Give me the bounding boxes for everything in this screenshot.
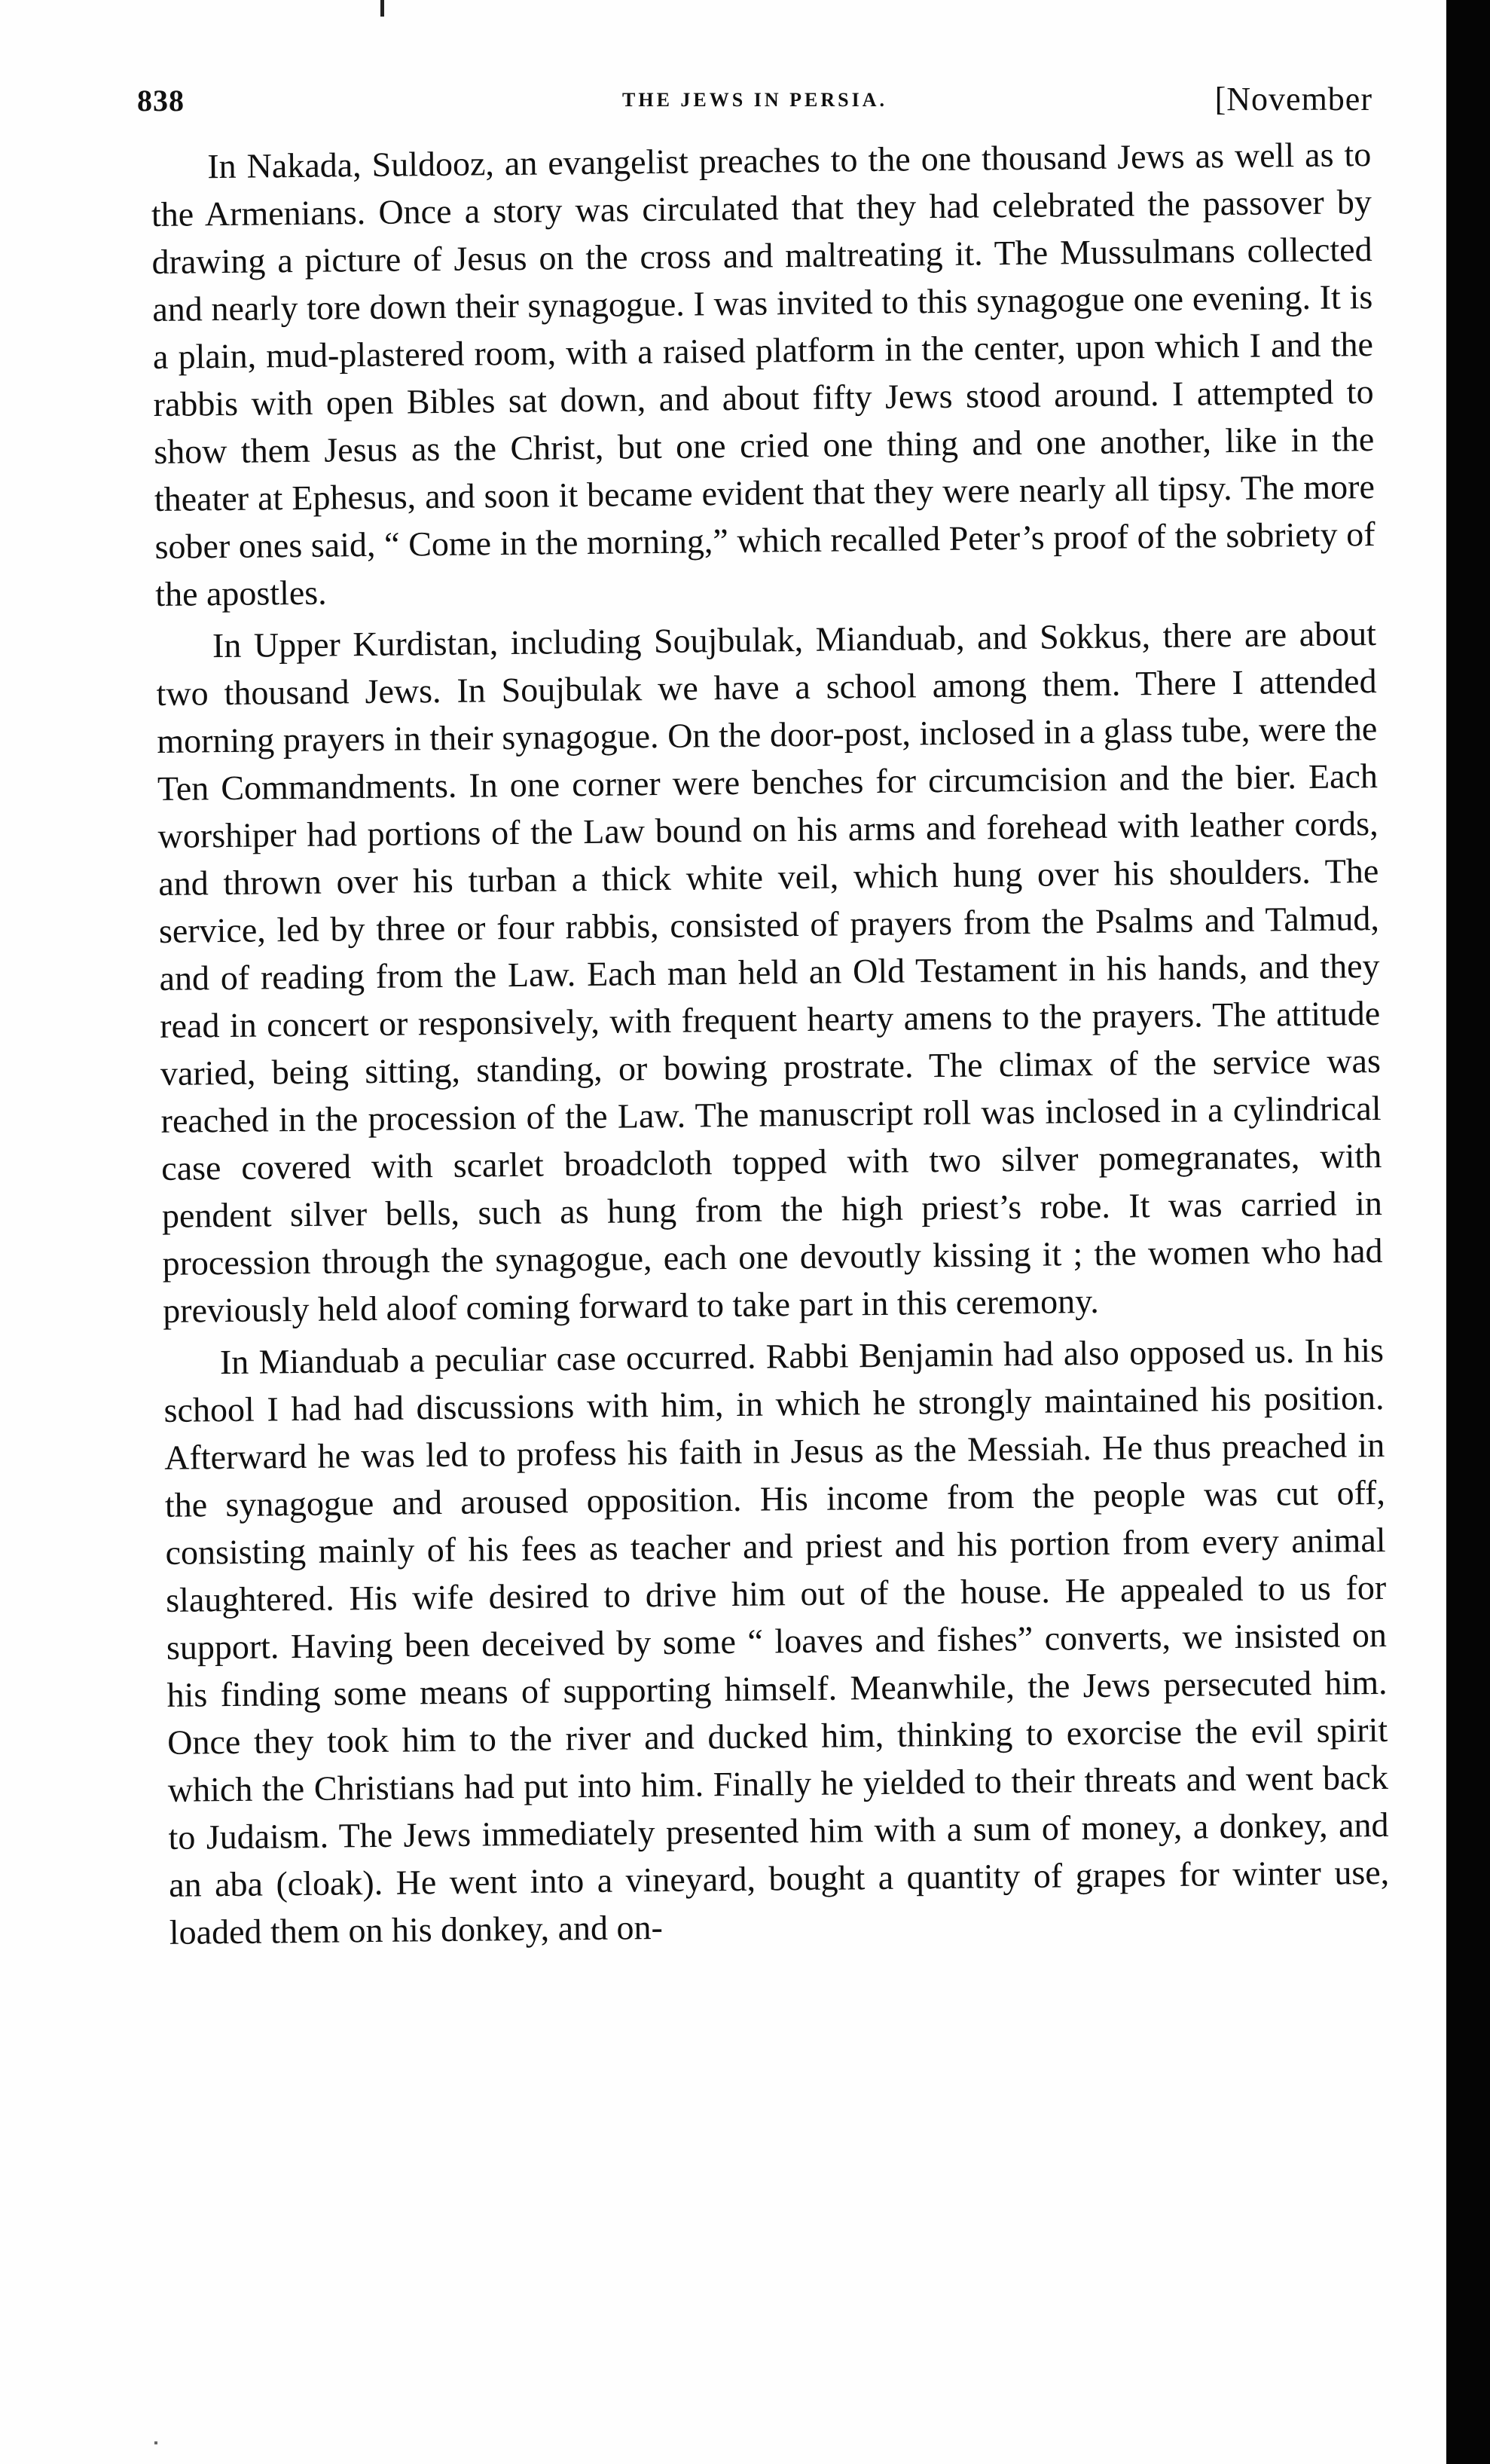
- scan-mark-bottom: [154, 2441, 157, 2444]
- page-header: [137, 83, 1372, 136]
- body-text: [151, 130, 1390, 1961]
- running-title: THE JEWS IN PERSIA.: [622, 89, 887, 111]
- paragraph-upper-kurdistan: In Upper Kurdistan, including Soujbulak, Mianduab, and Sokkus, there are about two thousand Jews. In Soujbulak we have a school among them. There I attended morning prayers in their synagogue. On the door-post, inclosed in a glass tube, were the Ten Commandments. In one corner were benches for circumcision and the bier. Each worshiper had portions of the Law bound on his arms and forehead with leather cords, and thrown over his turban a thick white veil, which hung over his shoulders. The service, led by three or four rabbis, consisted of prayers from the Psalms and Talmud, and of reading from the Law. Each man held an Old Testament in his hands, and they read in concert or responsively, with frequent hearty amens to the prayers. The attitude varied, being sitting, standing, or bowing prostrate. The climax of the service was reached in the procession of the Law. The manuscript roll was inclosed in a cylindrical case covered with scarlet broadcloth topped with two silver pomegranates, with pendent silver bells, such as hung from the high priest’s robe. It was carried in procession through the synagogue, each one devoutly kissing it ; the women who had previously held aloof coming forward to take part in this ceremony.: [156, 614, 1383, 1330]
- page-number: 838: [137, 84, 185, 118]
- paragraph-nakada: In Nakada, Suldooz, an evangelist preaches to the one thousand Jews as well as to the Armenians. Once a story was circulated that they had celebrated the passover by drawing a picture of Jesus on the cross and maltreating it. The Mussulmans collected and nearly tore down their synagogue. I was invited to this synagogue one evening. It is a plain, mud-plastered room, with a raised platform in the center, upon which I and the rabbis with open Bibles sat down, and about fifty Jews stood around. I attempted to show them Jesus as the Christ, but one cried one thing and one another, like in the theater at Ephesus, and soon it became evident that they were nearly all tipsy. The more sober ones said, “ Come in the morning,” which recalled Peter’s proof of the sobriety of the apostles.: [151, 135, 1376, 613]
- paragraph-mianduab: In Mianduab a peculiar case occurred. Rabbi Benjamin had also opposed us. In his school I had had discussions with him, in which he strongly maintained his position. Afterward he was led to profess his faith in Jesus as the Messiah. He thus preached in the synagogue and aroused opposition. His income from the people was cut off, consisting mainly of his fees as teacher and priest and his portion from every animal slaughtered. His wife desired to drive him out of the house. He appealed to us for support. Having been deceived by some “ loaves and fishes” converts, we insisted on his finding some means of supporting himself. Meanwhile, the Jews persecuted him. Once they took him to the river and ducked him, thinking to exorcise the evil spirit which the Christians had put into him. Finally he yielded to their threats and went back to Judaism. The Jews immediately presented him with a sum of money, a donkey, and an aba (cloak). He went into a vineyard, bought a quantity of grapes for winter use, loaded them on his donkey, and on-: [163, 1330, 1390, 1952]
- scan-edge-shadow: [1446, 0, 1490, 2464]
- scan-mark-top: [380, 0, 384, 17]
- header-month: [November: [1214, 81, 1372, 118]
